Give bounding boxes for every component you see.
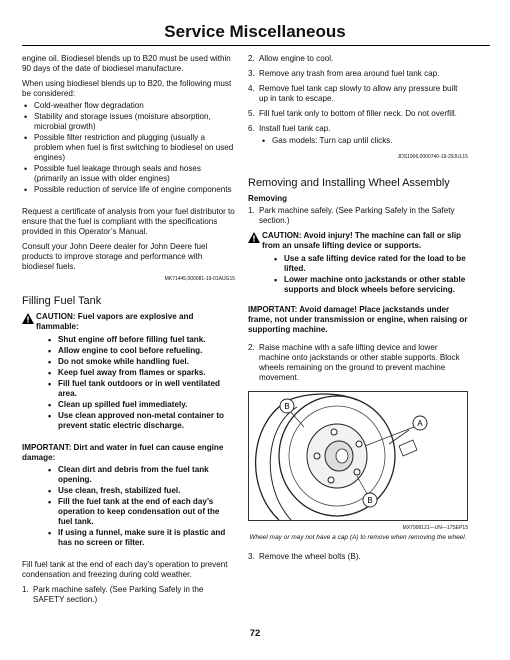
list-item: • Possible fuel leakage through seals and hoses (primarily an issue with older engines) xyxy=(22,164,235,184)
lifting-caution xyxy=(248,231,468,251)
lifting-bullet-list xyxy=(248,254,468,295)
page-number: 72 xyxy=(249,628,261,639)
step-number: 4. xyxy=(248,84,255,93)
reference-code: MK71445,000081-19-01AUG15 xyxy=(164,276,235,282)
list-item: • Fill the fuel tank at the end of each day’s operation to keep condensation out of the fuel tank. xyxy=(46,497,235,527)
step-number: 3. xyxy=(248,552,255,561)
important-bullet-list xyxy=(22,465,235,548)
caution-text: CAUTION: Avoid injury! The machine can fall or slip from an unsafe lifting device or supports. xyxy=(262,231,462,250)
step-3 xyxy=(248,69,468,79)
warning-icon xyxy=(248,232,260,243)
wheel-assembly-heading: Removing and Installing Wheel Assembly xyxy=(248,177,450,189)
list-item: • If using a funnel, make sure it is plastic and has no screen or filter. xyxy=(46,528,235,548)
biodiesel-bullet-list xyxy=(22,101,235,195)
list-item: • Keep fuel away from flames or sparks. xyxy=(46,368,235,378)
reference-code: JDS1906,0000740-19-29JUL15 xyxy=(397,154,468,160)
step-text: Remove the wheel bolts (B). xyxy=(259,552,361,561)
step-1 xyxy=(22,585,235,605)
biodiesel-intro: engine oil. Biodiesel blends up to B20 must be used within 90 days of the date of biodiesel manufacture. xyxy=(22,54,231,73)
step-text: Remove fuel tank cap slowly to allow any pressure built up in tank to escape. xyxy=(259,84,458,103)
list-item: • Clean up spilled fuel immediately. xyxy=(46,400,235,410)
left-column xyxy=(22,54,235,610)
callout-a-label: A xyxy=(417,419,423,428)
list-item: • Lower machine onto jackstands or other stable supports and block wheels before servicing. xyxy=(272,275,468,295)
warning-icon xyxy=(22,313,34,324)
wheel-figure xyxy=(248,391,468,521)
filling-fuel-tank-heading: Filling Fuel Tank xyxy=(22,295,102,307)
list-item: • Fill fuel tank outdoors or in well ventilated area. xyxy=(46,379,235,399)
step-text: Allow engine to cool. xyxy=(259,54,334,63)
step-number: 2. xyxy=(248,54,255,63)
step-4 xyxy=(248,84,468,104)
step-number: 1. xyxy=(248,206,255,215)
list-item: • Use a safe lifting device rated for the load to be lifted. xyxy=(272,254,468,274)
list-item: • Stability and storage issues (moisture absorption, microbial growth) xyxy=(22,112,235,132)
wheel-illustration xyxy=(249,392,469,522)
step-text: Install fuel tank cap. xyxy=(259,124,331,133)
removing-subheading: Removing xyxy=(248,194,288,203)
fill-end-of-day: Fill fuel tank at the end of each day’s operation to prevent condensation and freezing during cold weather. xyxy=(22,560,228,579)
step-5 xyxy=(248,109,468,119)
important-notice: IMPORTANT: Dirt and water in fuel can cause engine damage: xyxy=(22,443,224,462)
callout-b-top-label: B xyxy=(284,402,290,411)
list-item: • Possible reduction of service life of engine components xyxy=(22,185,235,195)
figure-reference: MX7999121—UN—17SEP15 xyxy=(402,525,468,531)
step-6 xyxy=(248,124,468,134)
removing-step-2 xyxy=(248,343,468,383)
step-number: 6. xyxy=(248,124,255,133)
figure-caption: Wheel may or may not have a cap (A) to remove when removing the wheel. xyxy=(249,534,467,541)
certificate-paragraph: Request a certificate of analysis from your fuel distributor to ensure that the fuel is compliant with the specifications provided in this Operator’s Manual. xyxy=(22,207,235,236)
step-text: Fill fuel tank only to bottom of filler neck. Do not overfill. xyxy=(259,109,457,118)
important-notice: IMPORTANT: Avoid damage! Place jackstands under frame, not under transmission or engine, when raising or supporting machine. xyxy=(248,305,468,334)
step-text: Remove any trash from area around fuel tank cap. xyxy=(259,69,440,78)
gas-models-bullet: • Gas models: Turn cap until clicks. xyxy=(260,136,468,146)
step-number: 3. xyxy=(248,69,255,78)
removing-step-1 xyxy=(248,206,468,226)
step-number: 1. xyxy=(22,585,29,594)
list-item: • Use clean, fresh, stabilized fuel. xyxy=(46,486,235,496)
removing-step-3 xyxy=(248,552,468,562)
step-text: Raise machine with a safe lifting device and lower machine onto jackstands or other stable supports. Block wheels remaining on the ground to prevent machine movement. xyxy=(259,343,460,382)
step-text: Park machine safely. (See Parking Safely in the Safety section.) xyxy=(259,206,455,225)
consult-paragraph: Consult your John Deere dealer for John Deere fuel products to improve storage and performance with biodiesel fuels. xyxy=(22,242,208,271)
fuel-caution xyxy=(22,312,235,332)
step-2 xyxy=(248,54,468,64)
step-number: 2. xyxy=(248,343,255,352)
list-item: • Clean dirt and debris from the fuel tank opening. xyxy=(46,465,235,485)
right-column xyxy=(248,54,468,567)
step-text: Park machine safely. (See Parking Safely in the SAFETY section.) xyxy=(33,585,204,604)
list-item: • Possible filter restriction and plugging (usually a problem when fuel is first switching to biodiesel on used engines) xyxy=(22,133,235,163)
caution-bullet-list xyxy=(22,335,235,431)
step-number: 5. xyxy=(248,109,255,118)
callout-b-bottom-label: B xyxy=(367,496,373,505)
list-item: • Cold-weather flow degradation xyxy=(22,101,235,111)
list-item: • Shut engine off before filling fuel tank. xyxy=(46,335,235,345)
page-title: Service Miscellaneous xyxy=(164,22,346,41)
caution-text: CAUTION: Fuel vapors are explosive and flammable: xyxy=(36,312,194,331)
title-rule xyxy=(22,45,490,46)
list-item: • Use clean approved non-metal container to prevent static electric discharge. xyxy=(46,411,235,431)
biodiesel-considered: When using biodiesel blends up to B20, the following must be considered: xyxy=(22,79,232,98)
list-item: • Do not smoke while handling fuel. xyxy=(46,357,235,367)
list-item: • Allow engine to cool before refueling. xyxy=(46,346,235,356)
